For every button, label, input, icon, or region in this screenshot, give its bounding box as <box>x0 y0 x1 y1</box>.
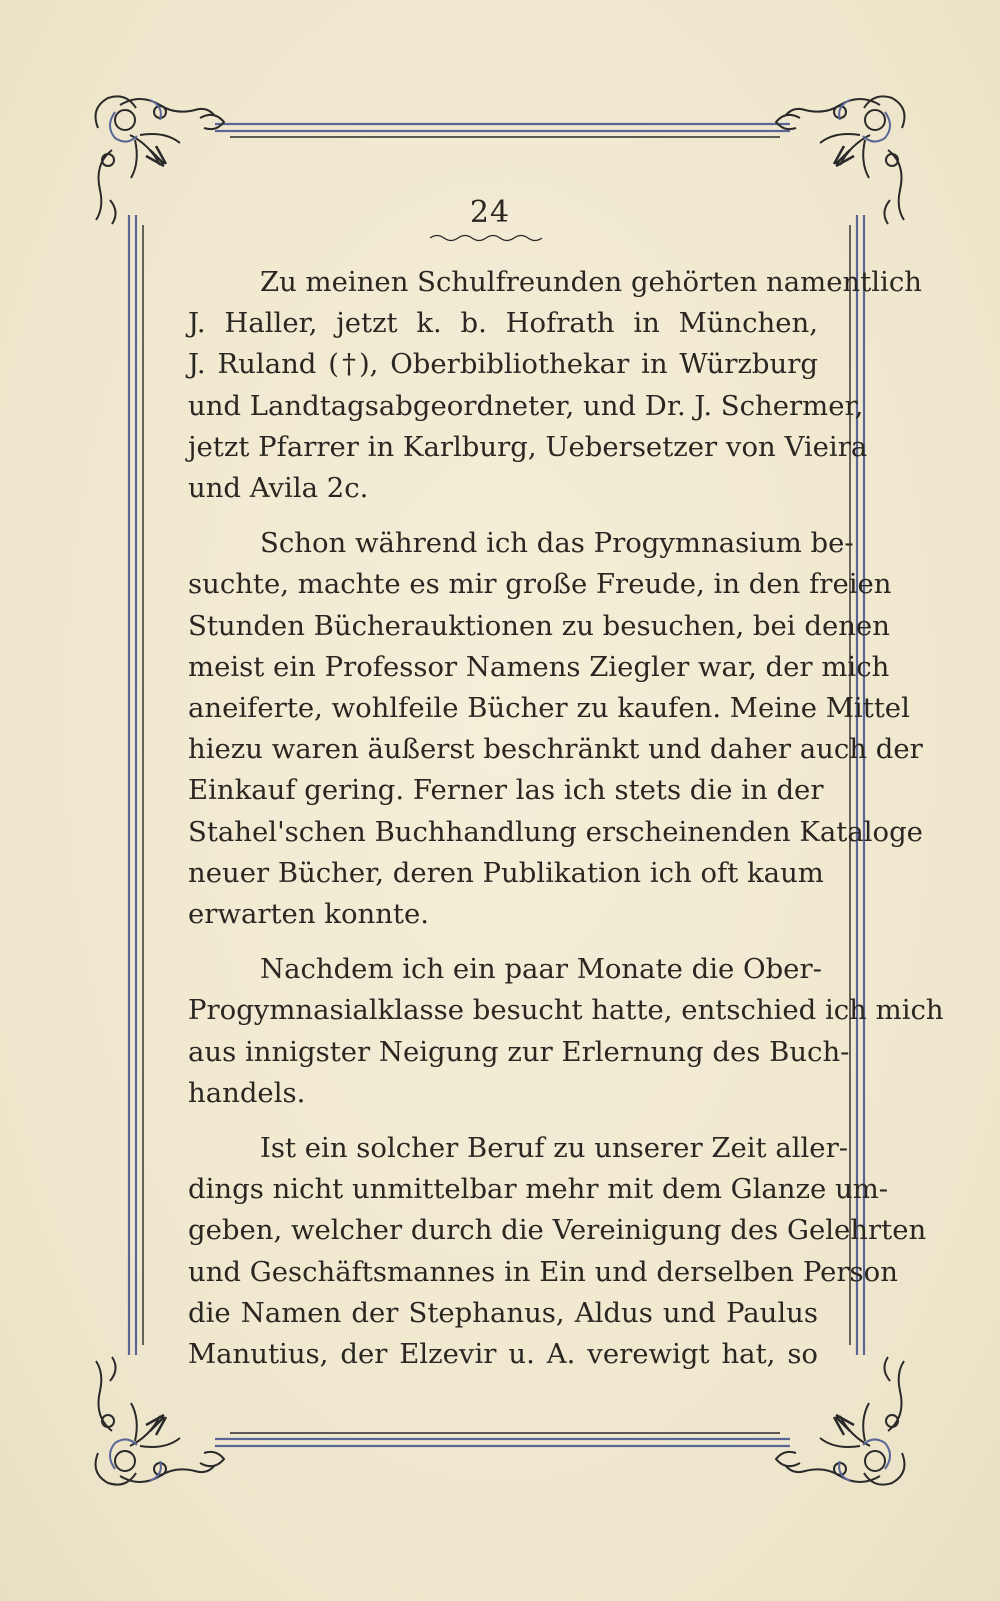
text-line: und Geschäftsmannes in Ein und derselben Person <box>188 1255 898 1288</box>
text-line: Nachdem ich ein paar Monate die Ober- <box>260 953 822 986</box>
text-line: und Landtagsabgeordneter, und Dr. J. Schermer, <box>188 389 864 422</box>
page-number: 24 <box>469 195 511 230</box>
text-line: aneiferte, wohlfeile Bücher zu kaufen. Meine Mittel <box>188 692 910 725</box>
text-line: erwarten konnte. <box>188 898 429 931</box>
text-line: neuer Bücher, deren Publikation ich oft kaum <box>188 856 824 889</box>
text-line: Progymnasialklasse besucht hatte, entschied ich mich <box>188 994 944 1027</box>
paragraph-2 <box>188 523 923 935</box>
text-line: J. Ruland (†), Oberbibliothekar in Würzburg <box>188 348 818 381</box>
text-line: Stahel'schen Buchhandlung erscheinenden Kataloge <box>188 815 923 848</box>
text-line: handels. <box>188 1076 306 1109</box>
paragraph-3 <box>188 949 944 1114</box>
text-line: meist ein Professor Namens Ziegler war, der mich <box>188 650 890 683</box>
corner-ornament-top-left <box>96 96 224 224</box>
text-line: Zu meinen Schulfreunden gehörten namentlich <box>260 266 922 298</box>
text-line: die Namen der Stephanus, Aldus und Paulus <box>188 1296 818 1329</box>
text-line: geben, welcher durch die Vereinigung des Gelehrten <box>188 1214 927 1247</box>
text-line: Ist ein solcher Beruf zu unserer Zeit aller- <box>260 1132 849 1165</box>
text-line: und Avila 2c. <box>188 472 369 505</box>
text-line: Schon während ich das Progymnasium be- <box>260 527 854 560</box>
text-line: aus innigster Neigung zur Erlernung des Buch- <box>188 1035 850 1068</box>
text-line: J. Haller, jetzt k. b. Hofrath in München, <box>188 307 818 340</box>
text-line: Stunden Bücherauktionen zu besuchen, bei denen <box>188 609 890 642</box>
body-text <box>188 262 944 1389</box>
text-line: suchte, machte es mir große Freude, in den freien <box>188 568 892 601</box>
paragraph-4 <box>188 1128 927 1375</box>
paragraph-1 <box>188 262 922 509</box>
corner-ornament-top-right <box>776 96 904 224</box>
text-line: Manutius, der Elzevir u. A. verewigt hat, so <box>188 1338 818 1371</box>
text-line: Einkauf gering. Ferner las ich stets die in der <box>188 774 824 807</box>
page-number-wavy-rule <box>430 236 542 241</box>
text-line: jetzt Pfarrer in Karlburg, Uebersetzer von Vieira <box>188 430 868 463</box>
text-line: dings nicht unmittelbar mehr mit dem Glanze um- <box>188 1173 889 1206</box>
text-line: hiezu waren äußerst beschränkt und daher auch der <box>188 733 923 766</box>
